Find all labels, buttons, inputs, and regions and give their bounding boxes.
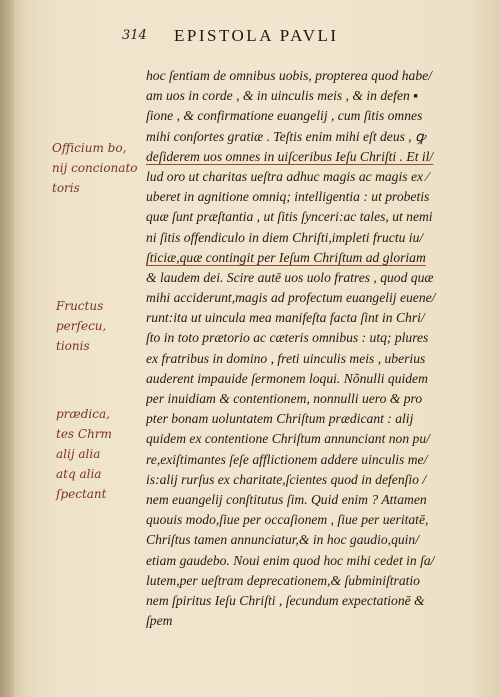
text-line: nem euangelij conſtitutus ſim. Quid enim ? Attamen: [146, 491, 427, 507]
margin-note-line: Officium bo,: [52, 141, 127, 155]
margin-note-line: toris: [52, 181, 80, 195]
text-line: quæ ſunt præſtantia , ut ſitis ſynceri:ac tales, ut nemi: [146, 209, 433, 225]
text-line: re,exiſtimantes ſeſe afflictionem addere uinculis me/: [146, 451, 428, 467]
text-line: per inuidiam & contentionem, nonnulli uero & pro: [146, 391, 423, 406]
margin-note-officium: [52, 138, 138, 198]
text-line: mihi acciderunt,magis ad profectum euangelij euene/: [146, 290, 436, 306]
text-line: Chriſtus tamen annunciatur,& in hoc gaudio,quin/: [146, 532, 420, 548]
margin-note-line: tionis: [56, 339, 90, 353]
main-text-block: [146, 66, 462, 631]
text-line: uberet in agnitione omniq; intelligentia : ut probetis: [146, 189, 430, 205]
margin-note-line: nij concionato: [52, 161, 138, 175]
text-line: am uos in corde , & in uinculis meis , & in defen ▪: [146, 88, 419, 104]
text-line: nem ſpiritus Ieſu Chriſti , ſecundum expectationē &: [146, 592, 425, 608]
text-line: ſione , & confirmatione euangelij , cum ſitis omnes: [146, 108, 423, 124]
margin-note-line: atq alia: [56, 467, 102, 481]
page-header: [122, 26, 442, 48]
text-line: ſticiæ,quæ contingit per Ieſum Chriſtum ad gloriam: [146, 249, 426, 265]
margin-note-line: Fructus: [56, 299, 104, 313]
text-line: lud oro ut charitas ueſtra adhuc magis ac magis ex ⁄: [146, 168, 429, 184]
margin-note-line: prædica,: [56, 407, 110, 421]
page-number: 314: [122, 28, 147, 43]
text-line: & laudem dei. Scire autē uos uolo fratres , quod quæ: [146, 269, 434, 285]
text-line: ſto in toto prætorio ac cæteris omnibus : utq; plures: [146, 330, 429, 346]
text-line: ſpem: [146, 613, 173, 629]
text-line: hoc ſentiam de omnibus uobis, propterea quod habe/: [146, 68, 432, 83]
text-line: deſiderem uos omnes in uiſceribus Ieſu Chriſti . Et il/: [146, 148, 434, 164]
text-line: ex fratribus in domino , freti uinculis meis , uberius: [146, 350, 426, 366]
margin-note-line: ſpectant: [56, 487, 107, 501]
text-line: mihi conſortes gratiæ . Teſtis enim mihi eſt deus , ꝙ: [146, 128, 426, 144]
margin-note-line: perſecu,: [56, 319, 107, 333]
text-line: is:alij rurſus ex charitate,ſcientes quod in defenſio /: [146, 471, 427, 487]
page-gutter: [0, 0, 14, 697]
text-line: quidem ex contentione Chriſtum annunciant non pu/: [146, 431, 430, 447]
margin-note-line: alij alia: [56, 447, 101, 461]
text-line: ni ſitis offendiculo in diem Chriſti,impleti fructu iu/: [146, 229, 424, 245]
text-line: runt:ita ut uincula mea manifeſta facta ſint in Chri/: [146, 310, 425, 326]
margin-note-fructus: [56, 296, 106, 356]
text-line: auderent impauide ſermonem loqui. Nõnulli quidem: [146, 370, 428, 386]
text-line: quouis modo,ſiue per occaſionem , ſiue per ueritatē,: [146, 512, 429, 528]
text-line: pter bonam uoluntatem Chriſtum prædicant : alij: [146, 411, 414, 427]
text-line: lutem,per ueſtram deprecationem,& ſubminiſtratio: [146, 572, 420, 588]
margin-note-praedicantes: [56, 404, 112, 504]
running-head: EPISTOLA PAVLI: [174, 26, 339, 45]
margin-note-line: tes Chrm: [56, 427, 112, 441]
text-line: etiam gaudebo. Noui enim quod hoc mihi cedet in ſa/: [146, 552, 435, 568]
